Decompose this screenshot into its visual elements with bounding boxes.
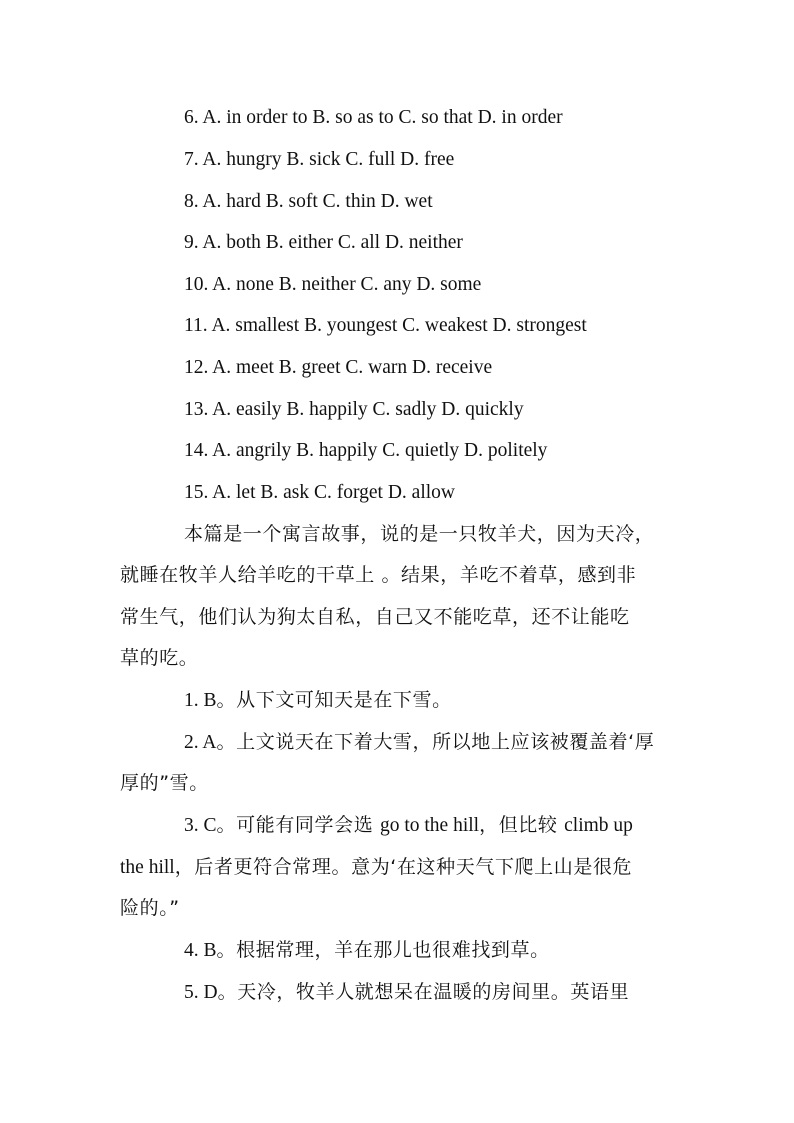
summary-line-1: 本篇是一个寓言故事，说的是一只牧羊犬，因为天冷，	[184, 523, 655, 545]
answer-explanation: ，但比较	[479, 814, 565, 836]
option-item-7: 7. A. hungry B. sick C. full D. free	[184, 149, 455, 170]
option-item-13: 13. A. easily B. happily C. sadly D. quickly	[184, 399, 524, 420]
option-item-9: 9. A. both B. either C. all D. neither	[184, 232, 463, 253]
answer-2-continuation: 厚的”雪。	[120, 772, 209, 794]
answer-explanation: 。从下文可知天是在下雪。	[216, 689, 452, 711]
answer-label: 4. B	[184, 940, 217, 961]
answer-explanation: 。可能有同学会选	[216, 814, 380, 836]
answer-3	[184, 813, 633, 838]
option-item-10: 10. A. none B. neither C. any D. some	[184, 274, 482, 295]
english-phrase: go to the hill	[379, 815, 480, 836]
answer-label: 2. A	[184, 732, 217, 753]
option-item-8: 8. A. hard B. soft C. thin D. wet	[184, 191, 433, 212]
answer-1	[184, 688, 452, 713]
english-phrase: climb up	[564, 815, 633, 836]
option-item-6: 6. A. in order to B. so as to C. so that D. in order	[184, 107, 563, 128]
answer-4	[184, 938, 550, 963]
answer-label: 5. D	[184, 982, 218, 1003]
answer-label: 3. C	[184, 815, 217, 836]
option-item-12: 12. A. meet B. greet C. warn D. receive	[184, 357, 493, 378]
option-item-11: 11. A. smallest B. youngest C. weakest D. strongest	[184, 315, 587, 336]
answer-2	[184, 730, 654, 755]
answer-explanation: 。上文说天在下着大雪，所以地上应该被覆盖着‘厚	[216, 731, 655, 753]
answer-explanation: 。根据常理，羊在那儿也很难找到草。	[216, 939, 550, 961]
answer-5	[184, 980, 629, 1005]
answer-explanation: 。天冷，牧羊人就想呆在温暖的房间里。英语里	[217, 981, 630, 1003]
summary-line-2: 就睡在牧羊人给羊吃的干草上 。结果，羊吃不着草，感到非	[120, 564, 637, 586]
answer-3-line-2	[120, 855, 632, 880]
option-item-14: 14. A. angrily B. happily C. quietly D. politely	[184, 440, 548, 461]
option-item-15: 15. A. let B. ask C. forget D. allow	[184, 482, 455, 503]
answer-explanation: ，后者更符合常理。意为‘在这种天气下爬上山是很危	[174, 856, 633, 878]
english-phrase: the hill	[120, 857, 175, 878]
summary-line-4: 草的吃。	[120, 647, 199, 669]
answer-label: 1. B	[184, 690, 217, 711]
summary-line-3: 常生气，他们认为狗太自私，自己又不能吃草，还不让能吃	[120, 606, 630, 628]
answer-3-line-3: 险的。”	[120, 897, 180, 919]
